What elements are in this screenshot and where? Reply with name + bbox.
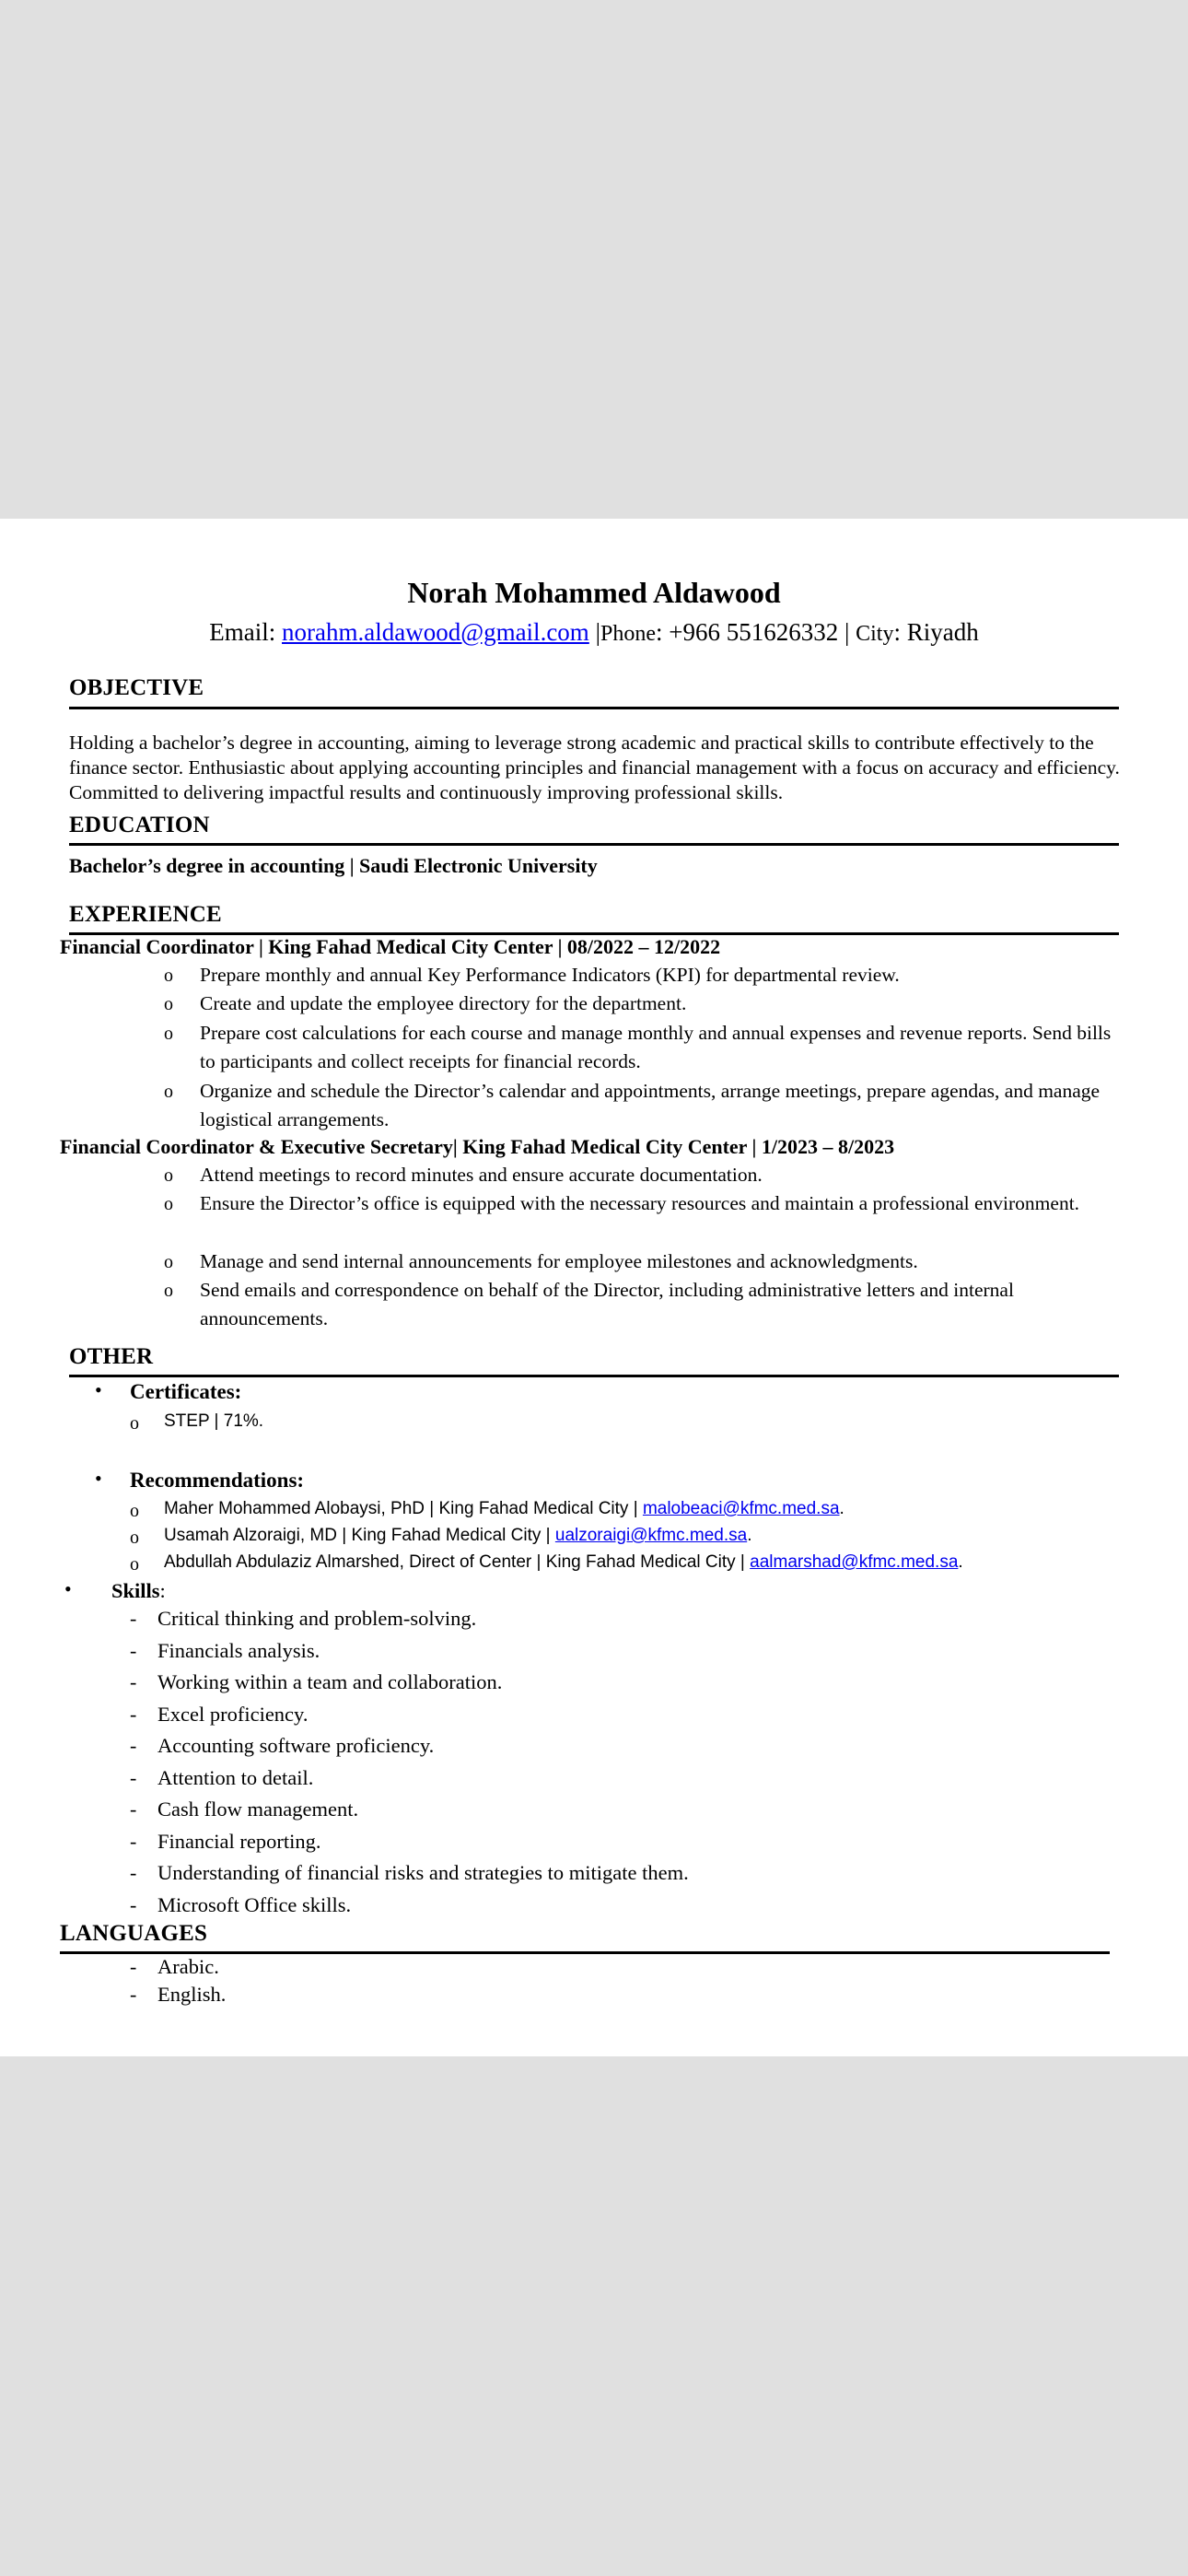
job-bullet: Create and update the employee directory for the department. [200, 992, 687, 1014]
recommendations-label: Recommendations: [130, 1469, 305, 1492]
skill-item: Excel proficiency. [157, 1703, 309, 1726]
skill-item: Financials analysis. [157, 1639, 320, 1662]
dash-icon: - [130, 1861, 137, 1884]
resume-page [0, 519, 1188, 2056]
hollow-bullet-icon: o [164, 1165, 173, 1186]
skill-item: Accounting software proficiency. [157, 1734, 435, 1757]
skills-label: Skills: [111, 1579, 166, 1602]
hollow-bullet-icon: o [130, 1413, 139, 1434]
section-title-languages: LANGUAGES [60, 1921, 208, 1946]
recommendation-item: Abdullah Abdulaziz Almarshed, Direct of Center | King Fahad Medical City | aalmarshad@kfmc.med.sa. [164, 1552, 963, 1572]
hollow-bullet-icon: o [130, 1554, 139, 1575]
job-bullet: Attend meetings to record minutes and ensure accurate documentation. [200, 1164, 763, 1186]
recommendation-email-link[interactable]: ualzoraigi@kfmc.med.sa [554, 1526, 748, 1545]
skill-item: Understanding of financial risks and strategies to mitigate them. [157, 1861, 689, 1884]
section-title-objective: OBJECTIVE [69, 675, 204, 700]
skill-item: Cash flow management. [157, 1797, 359, 1821]
section-divider [69, 1375, 1119, 1377]
language-item: English. [157, 1983, 227, 2006]
section-divider [69, 707, 1119, 709]
job-bullet: Prepare monthly and annual Key Performance Indicators (KPI) for departmental review. [200, 964, 900, 986]
dash-icon: - [130, 1703, 137, 1726]
skill-item: Financial reporting. [157, 1830, 321, 1853]
certificates-label: Certificates: [130, 1380, 242, 1403]
hollow-bullet-icon: o [164, 1281, 173, 1301]
job-bullet: Organize and schedule the Director’s calendar and appointments, arrange meetings, prepare agendas, and manage logistical arrangements. [200, 1080, 1101, 1130]
certificate-item: STEP | 71%. [164, 1411, 264, 1431]
solid-bullet-icon: • [95, 1378, 102, 1401]
skill-item: Microsoft Office skills. [157, 1893, 352, 1916]
job-bullet: Manage and send internal announcements for employee milestones and acknowledgments. [200, 1250, 918, 1272]
hollow-bullet-icon: o [164, 994, 173, 1014]
dash-icon: - [130, 1893, 137, 1916]
section-title-education: EDUCATION [69, 813, 210, 837]
city-label: City [856, 622, 894, 646]
job-bullet: Prepare cost calculations for each course and manage monthly and annual expenses and revenue reports. Send bills to participants and collect receipts for financial records. [200, 1022, 1112, 1072]
language-item: Arabic. [157, 1955, 219, 1978]
section-divider [60, 1951, 1110, 1954]
dash-icon: - [130, 1734, 137, 1757]
hollow-bullet-icon: o [164, 1024, 173, 1044]
solid-bullet-icon: • [64, 1577, 72, 1600]
separator: | [595, 618, 600, 646]
contact-line: Email: norahm.aldawood@gmail.com |Phone: +966 551626332 | City: Riyadh [209, 618, 979, 646]
section-title-experience: EXPERIENCE [69, 902, 222, 927]
section-title-other: OTHER [69, 1344, 154, 1369]
recommendation-email-link[interactable]: malobeaci@kfmc.med.sa [642, 1499, 840, 1518]
hollow-bullet-icon: o [130, 1501, 139, 1521]
job-heading: Financial Coordinator | King Fahad Medical City Center | 08/2022 – 12/2022 [60, 935, 721, 958]
job-bullet: Ensure the Director’s office is equipped with the necessary resources and maintain a professional environment. [200, 1192, 1080, 1214]
recommendation-item: Usamah Alzoraigi, MD | King Fahad Medical City | ualzoraigi@kfmc.med.sa. [164, 1526, 752, 1545]
dash-icon: - [130, 1607, 137, 1630]
dash-icon: - [130, 1830, 137, 1853]
email-link[interactable]: norahm.aldawood@gmail.com [282, 618, 589, 646]
hollow-bullet-icon: o [130, 1528, 139, 1548]
email-label: Email: [209, 618, 276, 646]
hollow-bullet-icon: o [164, 1252, 173, 1272]
dash-icon: - [130, 1639, 137, 1662]
solid-bullet-icon: • [95, 1467, 102, 1490]
dash-icon: - [130, 1983, 137, 2006]
candidate-name: Norah Mohammed Aldawood [407, 576, 781, 609]
dash-icon: - [130, 1670, 137, 1693]
objective-text: Holding a bachelor’s degree in accounting, aiming to leverage strong academic and practical skills to contribute effectively to the finance sector. Enthusiastic about applying accounting principles and financial management with a focus on accuracy and efficiency. Committed to delivering impactful results and continuously improving professional skills. [69, 732, 1120, 803]
skill-item: Working within a team and collaboration. [157, 1670, 503, 1693]
separator: | [844, 618, 850, 646]
dash-icon: - [130, 1797, 137, 1821]
city-value: Riyadh [906, 618, 979, 646]
hollow-bullet-icon: o [164, 1194, 173, 1214]
phone-label: Phone [600, 622, 656, 646]
section-divider [69, 843, 1119, 846]
dash-icon: - [130, 1955, 137, 1978]
skill-item: Attention to detail. [157, 1766, 314, 1789]
hollow-bullet-icon: o [164, 1082, 173, 1102]
phone-value: +966 551626332 [669, 618, 839, 646]
job-heading: Financial Coordinator & Executive Secretary| King Fahad Medical City Center | 1/2023 – 8/2023 [60, 1135, 895, 1158]
recommendation-email-link[interactable]: aalmarshad@kfmc.med.sa [750, 1552, 959, 1572]
recommendation-item: Maher Mohammed Alobaysi, PhD | King Fahad Medical City | malobeaci@kfmc.med.sa. [164, 1499, 844, 1518]
skill-item: Critical thinking and problem-solving. [157, 1607, 477, 1630]
education-entry: Bachelor’s degree in accounting | Saudi Electronic University [69, 854, 598, 877]
dash-icon: - [130, 1766, 137, 1789]
job-bullet: Send emails and correspondence on behalf of the Director, including administrative letters and internal announcements. [200, 1279, 1014, 1329]
hollow-bullet-icon: o [164, 966, 173, 986]
